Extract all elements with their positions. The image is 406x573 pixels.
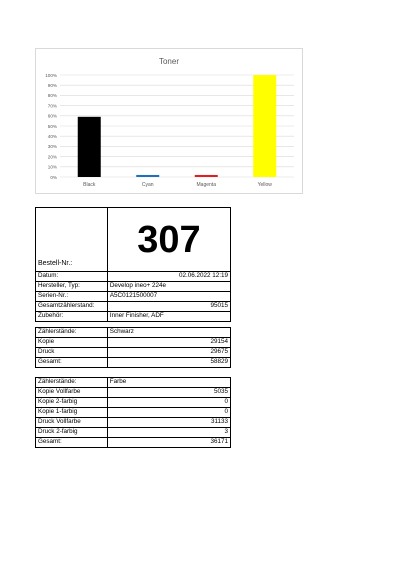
color-header-label: Zählerstände:	[36, 378, 108, 388]
y-tick-label: 50%	[47, 123, 57, 129]
order-label: Bestell-Nr.:	[38, 259, 73, 267]
x-tick-label: Black	[83, 182, 96, 188]
device-info-value: 95015	[107, 302, 230, 312]
y-tick-label: 10%	[47, 164, 57, 170]
x-tick-label: Magenta	[196, 182, 216, 188]
device-info-value: Inner Finisher, ADF	[107, 312, 230, 322]
color-counter-value: 5035	[107, 388, 230, 398]
bw-counter-label: Druck	[36, 348, 108, 358]
order-label-cell	[36, 208, 108, 272]
y-tick-label: 100%	[45, 72, 57, 78]
x-tick-label: Cyan	[141, 182, 154, 188]
color-rows	[36, 388, 231, 448]
color-header-value: Farbe	[107, 378, 230, 388]
order-row	[36, 208, 231, 272]
color-counter-value: 31133	[107, 418, 230, 428]
device-rows	[36, 272, 231, 322]
color-header-row	[36, 378, 231, 388]
y-tick-label: 30%	[47, 144, 57, 150]
color-counter-label: Druck Vollfarbe	[36, 418, 108, 428]
device-info-label: Hersteller, Typ:	[36, 282, 108, 292]
device-info-label: Gesamtzählerstand:	[36, 302, 108, 312]
chart-title: Toner	[158, 57, 180, 66]
bar-black	[78, 117, 101, 177]
bw-counter-value: 29154	[107, 338, 230, 348]
bw-header-label: Zählerstände:	[36, 328, 108, 338]
y-tick-label: 70%	[47, 103, 57, 109]
bw-counter-row	[36, 338, 231, 348]
y-tick-label: 0%	[50, 174, 57, 180]
color-counter-row	[36, 388, 231, 398]
bw-header-row	[36, 328, 231, 338]
color-counter-row	[36, 428, 231, 438]
bw-counter-value: 29675	[107, 348, 230, 358]
device-info-row	[36, 302, 231, 312]
color-counter-value: 36171	[107, 438, 230, 448]
bw-counter-value: 58829	[107, 358, 230, 368]
color-counter-label: Gesamt:	[36, 438, 108, 448]
color-counter-label: Druck 2-farbig	[36, 428, 108, 438]
device-info-table	[35, 207, 231, 322]
bar-yellow	[253, 75, 276, 177]
device-info-value: A5C0121500007	[107, 292, 230, 302]
device-info-value: 02.06.2022 12:19	[107, 272, 230, 282]
y-tick-label: 20%	[47, 154, 57, 160]
bar-cyan	[136, 175, 159, 177]
y-tick-label: 40%	[47, 134, 57, 139]
color-counter-value: 0	[107, 408, 230, 418]
device-info-row	[36, 292, 231, 302]
toner-chart-svg	[36, 49, 302, 193]
y-tick-label: 90%	[47, 83, 57, 88]
color-counter-table	[35, 377, 231, 448]
color-counter-value: 3	[107, 428, 230, 438]
color-counter-row	[36, 438, 231, 448]
bw-counter-label: Gesamt:	[36, 358, 108, 368]
device-info-value: Develop ineo+ 224e	[107, 282, 230, 292]
device-info-label: Datum:	[36, 272, 108, 282]
color-counter-label: Kopie 1-farbig	[36, 408, 108, 418]
bw-header-value: Schwarz	[107, 328, 230, 338]
x-tick-label: Yellow	[257, 182, 272, 188]
y-tick-label: 60%	[47, 113, 57, 119]
bw-rows	[36, 338, 231, 368]
color-counter-value: 0	[107, 398, 230, 408]
device-info-row	[36, 272, 231, 282]
order-number: 307	[107, 208, 230, 272]
color-counter-row	[36, 408, 231, 418]
toner-chart	[35, 48, 303, 194]
bw-counter-row	[36, 348, 231, 358]
device-info-row	[36, 282, 231, 292]
bw-counter-label: Kopie	[36, 338, 108, 348]
y-tick-label: 80%	[47, 93, 57, 99]
color-counter-label: Kopie Vollfarbe	[36, 388, 108, 398]
device-info-label: Zubehör:	[36, 312, 108, 322]
bw-counter-row	[36, 358, 231, 368]
color-counter-label: Kopie 2-farbig	[36, 398, 108, 408]
bw-counter-table	[35, 327, 231, 368]
bar-magenta	[195, 175, 218, 177]
color-counter-row	[36, 398, 231, 408]
color-counter-row	[36, 418, 231, 428]
device-info-row	[36, 312, 231, 322]
device-info-label: Serien-Nr.:	[36, 292, 108, 302]
